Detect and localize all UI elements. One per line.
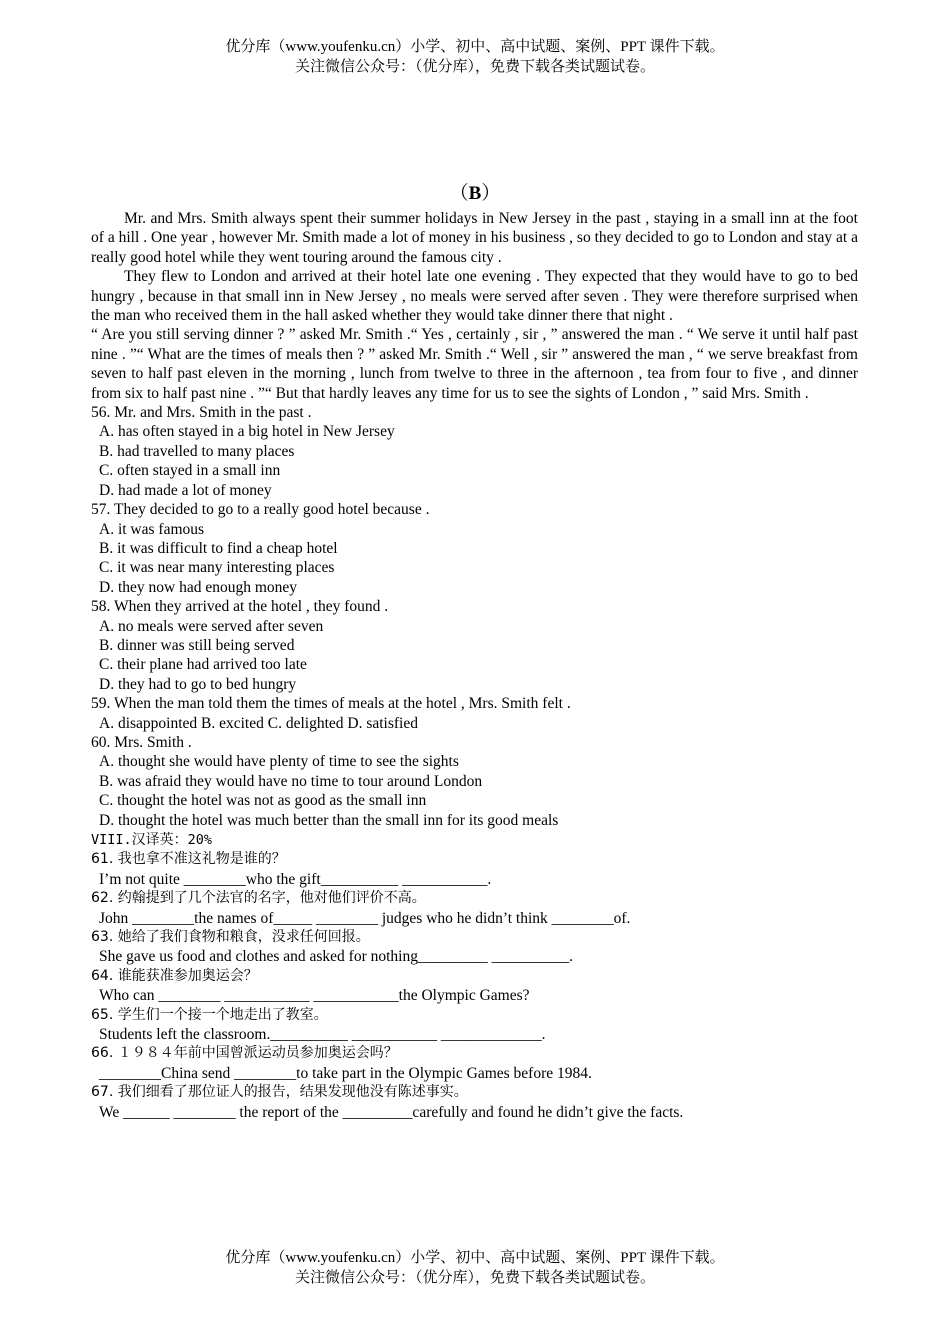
option-d: D. they now had enough money <box>99 578 298 596</box>
option-b: B. was afraid they would have no time to tour around London <box>99 772 483 790</box>
option-a: A. no meals were served after seven <box>99 617 324 635</box>
question-56 <box>91 403 858 500</box>
option-d: D. had made a lot of money <box>99 481 272 499</box>
section-close-paren: ） <box>481 183 501 204</box>
translation-item-66 <box>91 1044 858 1083</box>
translation-chinese: 63. 她给了我们食物和粮食，没求任何回报。 <box>91 929 370 946</box>
passage-paragraph-1: Mr. and Mrs. Smith always spent their summer holidays in New Jersey in the past , staying in a small inn at the foot of a hill . One year , however Mr. Smith made a lot of money in his business , so they decided to go to London and stay at a really good hotel while they went touring around the famous city . <box>91 210 858 266</box>
footer-line-2: 关注微信公众号：（优分库），免费下载各类试题试卷。 <box>294 1270 655 1286</box>
translation-chinese: 66. １９８４年前中国曾派运动员参加奥运会吗？ <box>91 1045 398 1062</box>
section-open-paren: （ <box>449 183 469 204</box>
question-stem: 58. When they arrived at the hotel , they found . <box>91 598 389 616</box>
translation-english: Students left the classroom.__________ ___________ _____________. <box>99 1026 546 1044</box>
option-a: A. has often stayed in a big hotel in New Jersey <box>99 423 395 441</box>
option-b: B. dinner was still being served <box>99 636 295 654</box>
translation-item-67 <box>91 1083 858 1122</box>
question-60 <box>91 733 858 830</box>
question-stem: 60. Mrs. Smith . <box>91 733 192 751</box>
translation-heading <box>91 830 858 850</box>
translation-item-62 <box>91 889 858 928</box>
question-stem: 56. Mr. and Mrs. Smith in the past . <box>91 404 312 422</box>
translation-chinese: 64. 谁能获准参加奥运会？ <box>91 967 258 984</box>
option-d: D. thought the hotel was much better than the small inn for its good meals <box>99 811 559 829</box>
translation-heading-roman: VIII. <box>91 832 132 848</box>
translation-heading-score: 20% <box>187 832 213 848</box>
question-stem: 57. They decided to go to a really good hotel because . <box>91 501 430 519</box>
translation-item-63 <box>91 928 858 967</box>
page-footer <box>0 1248 950 1288</box>
question-57 <box>91 500 858 597</box>
section-letter: B <box>468 183 482 204</box>
passage-paragraph-2: They flew to London and arrived at their hotel late one evening . They expected that they would have to go to bed hungry , because in that small inn in New Jersey , no meals were served after seven . They were therefore surprised when the man who received them in the hall asked whether they would take dinner there that night . <box>91 268 858 325</box>
translation-chinese: 67. 我们细看了那位证人的报告，结果发现他没有陈述事实。 <box>91 1084 468 1101</box>
question-59 <box>91 694 858 733</box>
translation-english: ________China send ________to take part in the Olympic Games before 1984. <box>99 1064 592 1082</box>
translation-item-65 <box>91 1006 858 1045</box>
option-b: B. had travelled to many places <box>99 442 295 460</box>
option-c: C. thought the hotel was not as good as the small inn <box>99 792 427 810</box>
footer-line-1: 优分库（www.youfenku.cn）小学、初中、高中试题、案例、PPT 课件下载。 <box>225 1250 725 1266</box>
translation-english: We ______ ________ the report of the _________carefully and found he didn’t give the facts. <box>99 1103 684 1121</box>
option-c: C. it was near many interesting places <box>99 559 335 577</box>
option-a: A. thought she would have plenty of time to see the sights <box>99 753 459 771</box>
option-c: C. their plane had arrived too late <box>99 656 307 674</box>
translation-chinese: 65. 学生们一个接一个地走出了教室。 <box>91 1006 328 1023</box>
translation-item-61 <box>91 850 858 889</box>
option-c: C. often stayed in a small inn <box>99 462 281 480</box>
translation-english: I’m not quite ________who the gift__________ ___________. <box>99 870 492 888</box>
header-line-1: 优分库（www.youfenku.cn）小学、初中、高中试题、案例、PPT 课件下载。 <box>225 39 725 55</box>
question-58 <box>91 597 858 694</box>
translation-heading-text: 汉译英： <box>131 832 188 848</box>
option-a: A. it was famous <box>99 520 205 538</box>
translation-item-64 <box>91 967 858 1006</box>
option-d: D. they had to go to bed hungry <box>99 675 297 693</box>
exam-content <box>91 209 858 1122</box>
section-title <box>0 182 950 206</box>
translation-english: She gave us food and clothes and asked for nothing_________ __________. <box>99 948 573 966</box>
option-b: B. it was difficult to find a cheap hotel <box>99 539 338 557</box>
translation-english: John ________the names of_____ ________ judges who he didn’t think ________of. <box>99 909 631 927</box>
question-stem: 59. When the man told them the times of meals at the hotel , Mrs. Smith felt . <box>91 695 571 713</box>
passage-paragraph-3: “ Are you still serving dinner ? ” asked Mr. Smith .“ Yes , certainly , sir , ” answered the man . “ We serve it until half past nine . ”“ What are the times of meals then ? ” asked Mr. Smith .“ Well , sir ” answered the man , “ we serve breakfast from seven to half past eleven in the morning , lunch from twelve to three in the afternoon , tea from four to five , and dinner from six to half past nine . ”“ But that hardly leaves any time for us to see the sights of London , ” said Mrs. Smith . <box>91 326 858 402</box>
translation-chinese: 61. 我也拿不准这礼物是谁的？ <box>91 851 286 868</box>
options-inline: A. disappointed B. excited C. delighted D. satisfied <box>99 714 418 732</box>
page-header <box>0 37 950 77</box>
translation-english: Who can ________ ___________ ___________the Olympic Games? <box>99 987 530 1005</box>
header-line-2: 关注微信公众号：（优分库），免费下载各类试题试卷。 <box>294 59 655 75</box>
translation-chinese: 62. 约翰提到了几个法官的名字，他对他们评价不高。 <box>91 890 426 907</box>
